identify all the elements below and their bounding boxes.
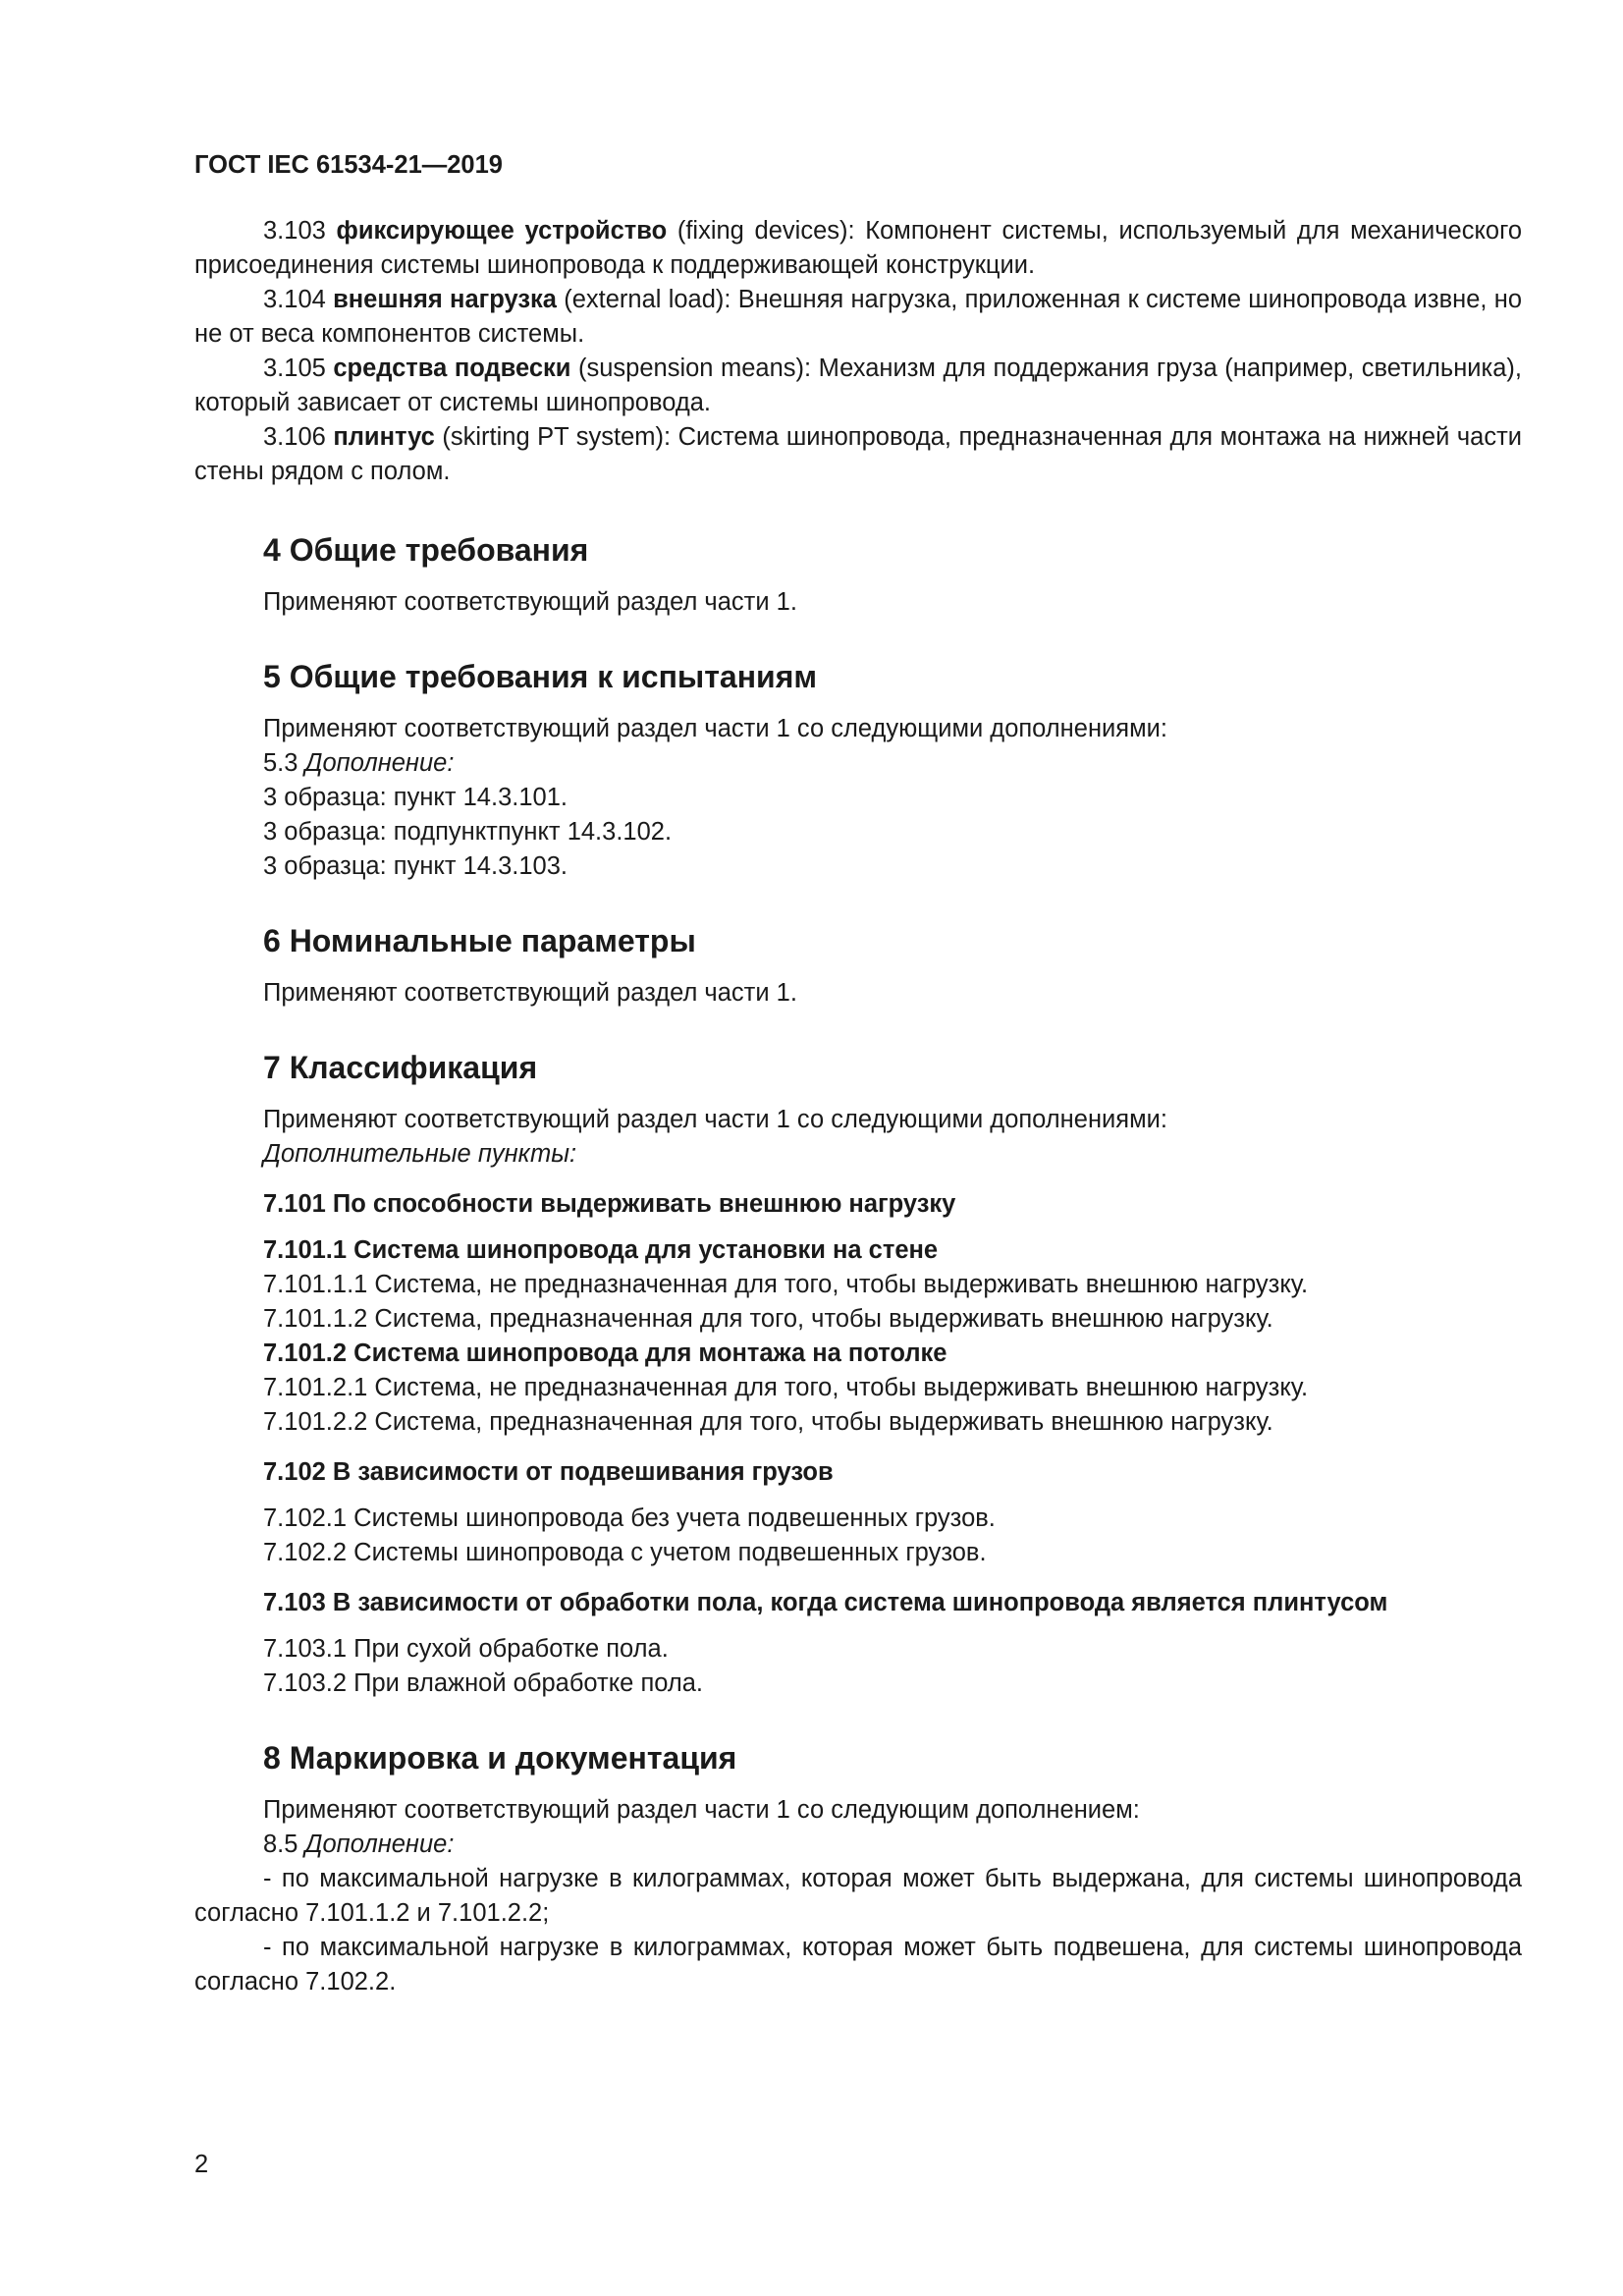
page-number: 2 (194, 2151, 209, 2178)
definition-3-106: 3.106 плинтус (skirting PT system): Система шинопровода, предназначенная для монтажа на нижней части стены рядом с полом. (194, 423, 1522, 485)
document-page (194, 147, 1522, 1999)
section-5-body: Применяют соответствующий раздел части 1 со следующими дополнениями: (263, 715, 1167, 742)
definition-term: фиксирующее устройство (336, 217, 668, 245)
heading-7-101: 7.101 По способности выдерживать внешнюю нагрузку (263, 1190, 956, 1218)
section-5-3: 5.3 Дополнение: (263, 749, 455, 777)
definition-term: плинтус (333, 423, 435, 451)
item-7-101-2-1: 7.101.2.1 Система, не предназначенная для того, чтобы выдерживать внешнюю нагрузку. (263, 1374, 1309, 1401)
item-7-103-2: 7.103.2 При влажной обработке пола. (263, 1669, 704, 1697)
definition-3-103: 3.103 фиксирующее устройство (fixing devices): Компонент системы, используемый для механического присоединения системы шинопровода к поддерживающей конструкции. (194, 217, 1522, 279)
section-7-body: Применяют соответствующий раздел части 1 со следующими дополнениями: (263, 1106, 1167, 1133)
definition-3-105: 3.105 средства подвески (suspension means): Механизм для поддержания груза (например, светильника), который зависает от системы шинопровода. (194, 355, 1523, 416)
section-8-bullet: - по максимальной нагрузке в килограммах, которая может быть подвешена, для системы шинопровода согласно 7.102.2. (194, 1934, 1522, 1995)
item-7-102-2: 7.102.2 Системы шинопровода с учетом подвешенных грузов. (263, 1539, 987, 1566)
definition-term: средства подвески (333, 355, 571, 382)
heading-7-103: 7.103 В зависимости от обработки пола, когда система шинопровода является плинтусом (263, 1589, 1388, 1616)
definitions-block (194, 214, 1522, 489)
section-5-item: 3 образца: пункт 14.3.103. (263, 852, 568, 880)
definition-term: внешняя нагрузка (333, 286, 557, 313)
heading-7-101-1: 7.101.1 Система шинопровода для установки на стене (263, 1236, 939, 1264)
item-7-101-2-2: 7.101.2.2 Система, предназначенная для того, чтобы выдерживать внешнюю нагрузку. (263, 1408, 1273, 1436)
section-7-title: 7 Классификация (263, 1050, 538, 1085)
item-7-101-1-2: 7.101.1.2 Система, предназначенная для того, чтобы выдерживать внешнюю нагрузку. (263, 1305, 1273, 1333)
heading-7-102: 7.102 В зависимости от подвешивания грузов (263, 1458, 834, 1486)
section-8-title: 8 Маркировка и документация (263, 1740, 737, 1776)
section-8-body: Применяют соответствующий раздел части 1 со следующим дополнением: (263, 1796, 1140, 1824)
item-7-103-1: 7.103.1 При сухой обработке пола. (263, 1635, 669, 1663)
section-8-5: 8.5 Дополнение: (263, 1831, 455, 1858)
item-7-101-1-1: 7.101.1.1 Система, не предназначенная для того, чтобы выдерживать внешнюю нагрузку. (263, 1271, 1309, 1298)
section-4-body: Применяют соответствующий раздел части 1. (263, 588, 797, 616)
item-7-102-1: 7.102.1 Системы шинопровода без учета подвешенных грузов. (263, 1504, 996, 1532)
section-5-item: 3 образца: подпунктпункт 14.3.102. (263, 818, 673, 846)
section-7-extra: Дополнительные пункты: (263, 1140, 577, 1168)
section-5-title: 5 Общие требования к испытаниям (263, 659, 818, 694)
definition-3-104: 3.104 внешняя нагрузка (external load): Внешняя нагрузка, приложенная к системе шинопровода извне, но не от веса компонентов системы. (194, 286, 1523, 348)
section-6-title: 6 Номинальные параметры (263, 923, 696, 958)
section-6-body: Применяют соответствующий раздел части 1. (263, 979, 797, 1007)
section-8-bullet: - по максимальной нагрузке в килограммах, которая может быть выдержана, для системы шинопровода согласно 7.101.1.2 и 7.101.2.2; (194, 1865, 1522, 1927)
section-5-item: 3 образца: пункт 14.3.101. (263, 784, 568, 811)
section-4-title: 4 Общие требования (263, 532, 589, 568)
doc-header: ГОСТ IEC 61534-21—2019 (194, 151, 503, 179)
heading-7-101-2: 7.101.2 Система шинопровода для монтажа на потолке (263, 1339, 947, 1367)
